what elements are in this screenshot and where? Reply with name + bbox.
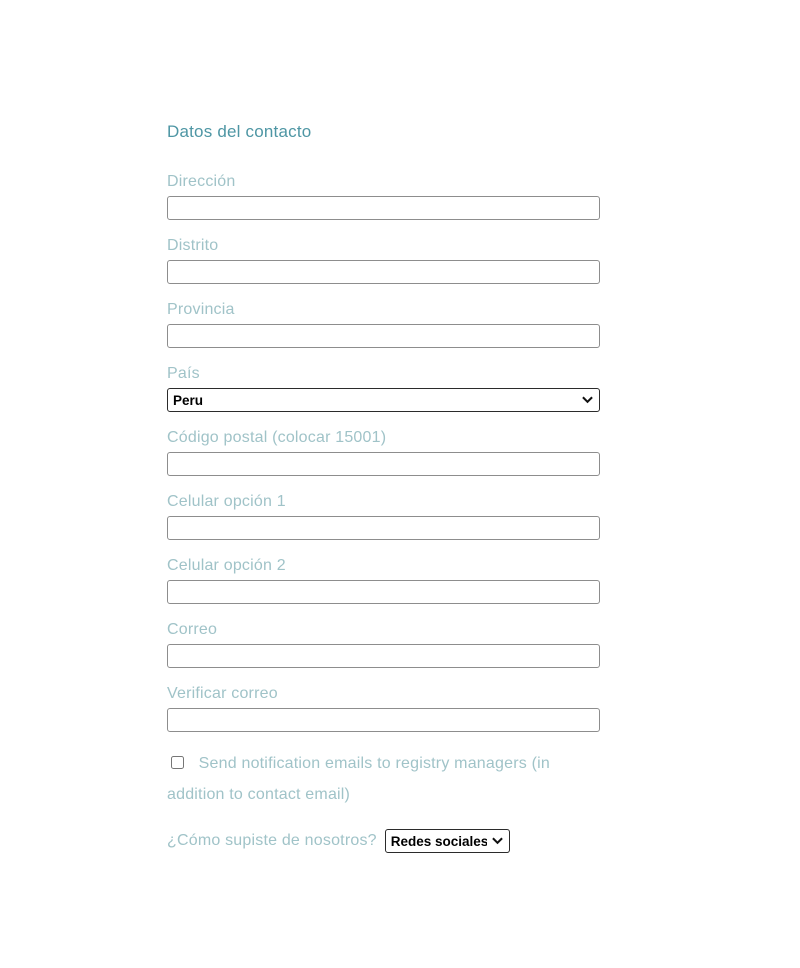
fields-container — [167, 172, 600, 732]
contact-form — [167, 122, 600, 854]
field-label-distrito: Distrito — [167, 237, 219, 254]
celular-2-input[interactable] — [167, 580, 600, 604]
form-field-direccion — [167, 172, 600, 220]
referral-select-wrap — [385, 829, 510, 854]
pais-select-wrap — [167, 388, 600, 412]
celular-1-input[interactable] — [167, 516, 600, 540]
form-field-verificar-correo — [167, 684, 600, 732]
notification-row — [167, 748, 600, 810]
form-field-correo — [167, 620, 600, 668]
correo-input[interactable] — [167, 644, 600, 668]
notification-checkbox[interactable] — [171, 756, 184, 769]
field-label-correo: Correo — [167, 621, 218, 638]
direccion-input[interactable] — [167, 196, 600, 220]
codigo-postal-input[interactable] — [167, 452, 600, 476]
form-field-provincia — [167, 300, 600, 348]
referral-select[interactable] — [385, 829, 510, 853]
field-label-direccion: Dirección — [167, 173, 236, 190]
pais-select[interactable] — [167, 388, 600, 412]
field-label-pais: País — [167, 365, 200, 382]
form-field-pais — [167, 364, 600, 412]
referral-question: ¿Cómo supiste de nosotros? — [167, 832, 377, 850]
form-field-codigo-postal — [167, 428, 600, 476]
field-label-provincia: Provincia — [167, 301, 235, 318]
verificar-correo-input[interactable] — [167, 708, 600, 732]
field-label-codigo-postal: Código postal (colocar 15001) — [167, 429, 387, 446]
section-title: Datos del contacto — [167, 122, 312, 141]
form-field-celular-1 — [167, 492, 600, 540]
field-label-celular-1: Celular opción 1 — [167, 493, 286, 510]
provincia-input[interactable] — [167, 324, 600, 348]
distrito-input[interactable] — [167, 260, 600, 284]
form-field-celular-2 — [167, 556, 600, 604]
field-label-verificar-correo: Verificar correo — [167, 685, 278, 702]
form-field-distrito — [167, 236, 600, 284]
notification-label: Send notification emails to registry managers (in addition to contact email) — [167, 755, 550, 803]
referral-row — [167, 829, 600, 854]
field-label-celular-2: Celular opción 2 — [167, 557, 286, 574]
